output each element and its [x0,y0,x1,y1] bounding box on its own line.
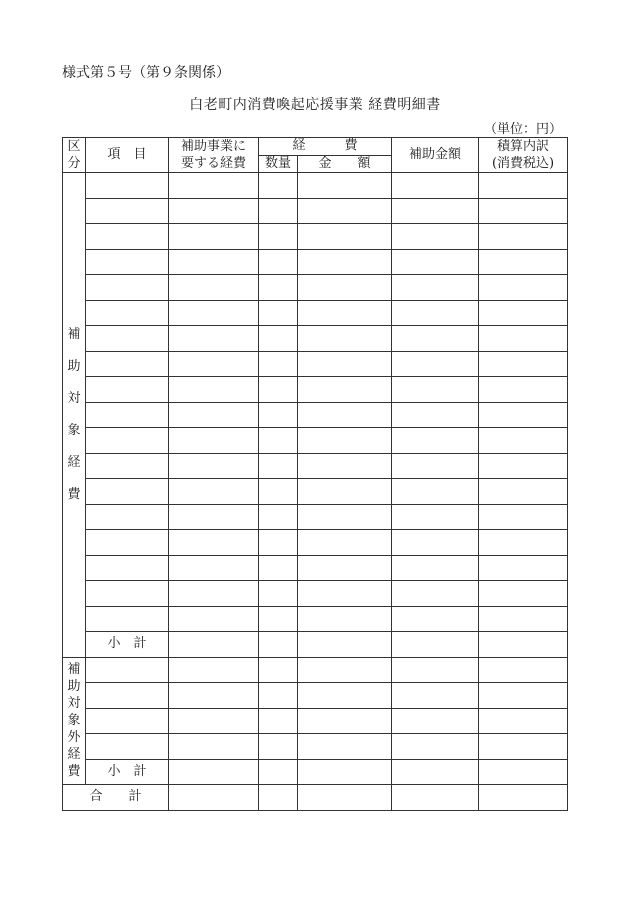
table-cell [298,606,392,632]
total-label: 合 計 [63,785,169,811]
table-cell [479,173,568,199]
table-cell [479,708,568,734]
table-cell [259,428,298,454]
table-cell [86,555,169,581]
table-cell [392,224,479,250]
table-cell [169,300,259,326]
table-row [63,708,568,734]
table-cell [392,759,479,785]
label-char: 費 [67,486,81,502]
table-cell [392,275,479,301]
table-cell [298,249,392,275]
table-cell [298,402,392,428]
table-row [63,402,568,428]
table-cell [259,224,298,250]
table-cell [86,402,169,428]
label-char: 経 [67,454,81,470]
label-char: 対 [67,390,81,406]
table-cell [298,759,392,785]
table-cell [479,759,568,785]
table-cell [259,657,298,683]
table-cell [169,377,259,403]
table-cell [298,351,392,377]
label-char: 経 [67,747,81,763]
table-cell [169,581,259,607]
table-cell [479,683,568,709]
table-cell [86,326,169,352]
table-cell [479,249,568,275]
table-cell [479,504,568,530]
table-cell [86,504,169,530]
ineligible-expense-label [63,657,86,785]
header-quantity: 数量 [259,155,298,173]
table-cell [259,555,298,581]
table-cell [392,504,479,530]
header-required-cost: 補助事業に 要する経費 [169,138,259,173]
table-cell [169,708,259,734]
table-cell [479,555,568,581]
table-cell [86,300,169,326]
table-cell [259,606,298,632]
table-cell [259,249,298,275]
table-cell [86,198,169,224]
table-cell [392,708,479,734]
table-row [63,530,568,556]
header-breakdown: 積算内訳 (消費税込) [479,138,568,173]
subtotal-label: 小 計 [86,759,169,785]
table-cell [392,428,479,454]
table-row [63,632,568,658]
table-row [63,224,568,250]
table-cell [479,428,568,454]
table-cell [86,606,169,632]
table-cell [86,683,169,709]
table-cell [298,224,392,250]
table-cell [86,530,169,556]
table-cell [298,275,392,301]
table-cell [392,300,479,326]
table-cell [259,530,298,556]
table-cell [259,198,298,224]
table-cell [392,785,479,811]
table-cell [479,326,568,352]
table-cell [298,708,392,734]
table-cell [169,530,259,556]
header-category: 区 分 [63,138,86,173]
table-cell [259,377,298,403]
table-cell [86,479,169,505]
table-cell [479,275,568,301]
table-cell [479,402,568,428]
table-cell [392,173,479,199]
label-char: 補 [67,662,81,678]
table-cell [298,530,392,556]
table-cell [259,734,298,760]
table-cell [169,504,259,530]
table-cell [392,249,479,275]
table-cell [298,428,392,454]
label-char: 助 [67,358,81,374]
table-cell [479,377,568,403]
label-char: 補 [67,326,81,342]
table-cell [259,300,298,326]
table-cell [259,173,298,199]
table-cell [479,453,568,479]
table-row [63,351,568,377]
label-char: 象 [67,713,81,729]
table-row [63,300,568,326]
table-cell [169,402,259,428]
table-cell [479,198,568,224]
document-title: 白老町内消費喚起応援事業 経費明細書 [189,97,441,113]
header-amount: 金 額 [298,155,392,173]
label-char: 外 [67,730,81,746]
table-cell [86,581,169,607]
table-cell [169,785,259,811]
table-cell [479,479,568,505]
table-row [63,428,568,454]
table-cell [86,173,169,199]
table-cell [169,326,259,352]
table-row [63,657,568,683]
table-cell [259,683,298,709]
table-row [63,581,568,607]
table-cell [392,734,479,760]
header-expense-group: 経 費 [259,138,392,156]
table-cell [259,581,298,607]
table-cell [298,453,392,479]
table-cell [169,453,259,479]
table-cell [298,326,392,352]
table-cell [86,275,169,301]
table-cell [479,581,568,607]
table-cell [259,759,298,785]
label-char: 象 [67,422,81,438]
table-cell [259,351,298,377]
table-row [63,377,568,403]
table-cell [479,224,568,250]
table-cell [392,377,479,403]
table-cell [86,428,169,454]
table-cell [392,657,479,683]
table-cell [169,173,259,199]
table-cell [392,326,479,352]
label-char: 費 [67,764,81,780]
table-cell [86,377,169,403]
table-cell [298,198,392,224]
table-cell [259,504,298,530]
table-cell [298,581,392,607]
table-cell [392,606,479,632]
table-cell [259,326,298,352]
table-row [63,198,568,224]
table-cell [392,402,479,428]
header-subsidy-amount: 補助金額 [392,138,479,173]
table-cell [169,632,259,658]
table-cell [392,530,479,556]
table-cell [259,275,298,301]
table-cell [86,734,169,760]
table-row [63,759,568,785]
table-cell [392,479,479,505]
table-cell [259,785,298,811]
eligible-expense-label [63,173,86,658]
table-cell [479,657,568,683]
table-row [63,275,568,301]
header-item: 項 目 [86,138,169,173]
table-cell [479,300,568,326]
table-cell [169,759,259,785]
table-cell [392,555,479,581]
table-cell [259,479,298,505]
table-row [63,734,568,760]
table-cell [298,632,392,658]
form-number: 様式第５号（第９条関係） [62,65,230,81]
table-cell [479,530,568,556]
label-char: 助 [67,679,81,695]
table-cell [169,734,259,760]
table-row [63,606,568,632]
table-cell [169,657,259,683]
table-cell [86,249,169,275]
table-row [63,249,568,275]
table-cell [169,428,259,454]
table-cell [298,734,392,760]
table-cell [169,555,259,581]
table-cell [86,351,169,377]
label-char: 対 [67,696,81,712]
table-cell [259,402,298,428]
table-cell [86,708,169,734]
table-row [63,326,568,352]
table-cell [392,351,479,377]
table-cell [392,581,479,607]
table-cell [86,657,169,683]
table-cell [169,606,259,632]
table-cell [298,555,392,581]
table-cell [86,224,169,250]
table-row [63,173,568,199]
table-cell [169,275,259,301]
table-cell [298,377,392,403]
table-row [63,683,568,709]
table-cell [298,300,392,326]
table-cell [479,606,568,632]
table-cell [259,453,298,479]
table-cell [392,632,479,658]
table-cell [298,479,392,505]
table-cell [169,351,259,377]
table-cell [298,504,392,530]
table-cell [169,249,259,275]
table-cell [169,683,259,709]
table-row [63,555,568,581]
table-cell [298,173,392,199]
table-cell [259,632,298,658]
table-cell [392,683,479,709]
table-row [63,479,568,505]
table-cell [298,785,392,811]
table-row [63,453,568,479]
table-cell [479,632,568,658]
total-row [63,785,568,811]
table-cell [479,785,568,811]
subtotal-label: 小 計 [86,632,169,658]
table-cell [169,224,259,250]
table-cell [298,657,392,683]
unit-label: （単位：円） [483,122,562,137]
table-row [63,504,568,530]
table-cell [392,453,479,479]
expense-detail-table [62,137,568,811]
table-cell [169,479,259,505]
table-cell [392,198,479,224]
table-cell [169,198,259,224]
table-cell [259,708,298,734]
table-cell [479,734,568,760]
table-cell [479,351,568,377]
table-cell [86,453,169,479]
table-cell [298,683,392,709]
